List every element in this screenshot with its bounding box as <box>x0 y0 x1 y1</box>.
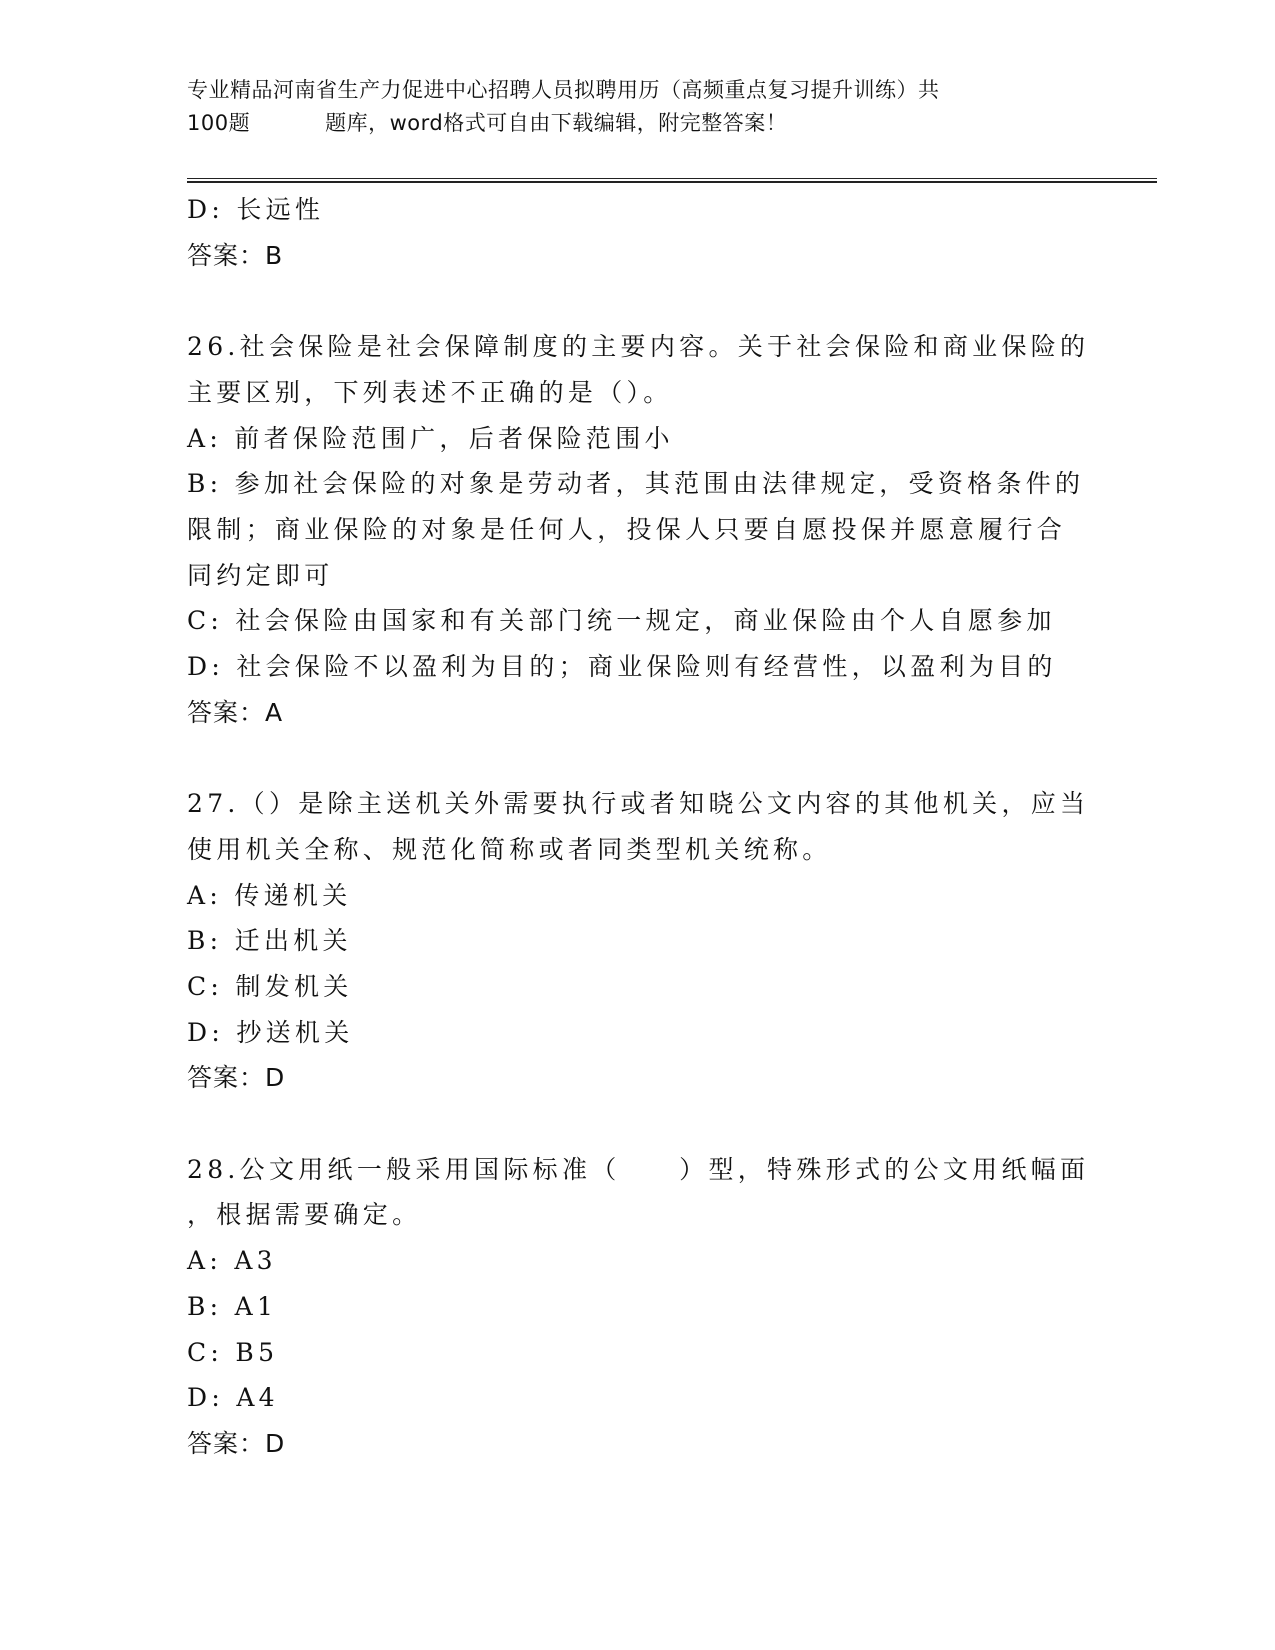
question-stem-cont: 主要区别，下列表述不正确的是（）。 <box>187 377 673 407</box>
header-divider <box>187 178 1157 183</box>
answer-line: 答案：B <box>187 240 284 270</box>
option-d: D: 抄送机关 <box>187 1017 354 1047</box>
option-b: B: 参加社会保险的对象是劳动者，其范围由法律规定，受资格条件的 <box>187 469 1085 499</box>
option-c: C: 社会保险由国家和有关部门统一规定，商业保险由个人自愿参加 <box>187 606 1056 636</box>
header-title-line1: 专业精品河南省生产力促进中心招聘人员拟聘用历（高频重点复习提升训练）共 <box>187 78 940 102</box>
option-d: D: A4 <box>187 1383 279 1413</box>
answer-line: 答案：D <box>187 1428 286 1458</box>
header-question-count: 100题 <box>187 111 251 135</box>
answer-line: 答案：D <box>187 1063 286 1093</box>
option-c: C: 制发机关 <box>187 971 353 1001</box>
option-d: D: 长远性 <box>187 195 325 224</box>
option-a: A: A3 <box>187 1246 277 1276</box>
header-format-note: 题库，word格式可自由下载编辑，附完整答案！ <box>325 111 788 135</box>
option-b-cont: 同约定即可 <box>187 560 334 590</box>
previous-question-tail <box>187 187 1087 278</box>
option-b: B: 迁出机关 <box>187 926 352 956</box>
question-stem: 26.社会保险是社会保障制度的主要内容。关于社会保险和商业保险的 <box>187 332 1090 362</box>
question-26 <box>187 324 1090 735</box>
answer-line: 答案：A <box>187 697 284 727</box>
question-gap <box>187 278 1087 324</box>
option-c: C: B5 <box>187 1337 279 1367</box>
question-27 <box>187 781 1090 1101</box>
question-28 <box>187 1147 1090 1467</box>
question-gap <box>187 1101 1087 1147</box>
question-list <box>187 187 1090 1467</box>
document-header <box>187 74 1067 140</box>
question-stem: 27.（）是除主送机关外需要执行或者知晓公文内容的其他机关，应当 <box>187 789 1090 819</box>
option-b: B: A1 <box>187 1291 278 1321</box>
question-stem: 28.公文用纸一般采用国际标准（ ）型，特殊形式的公文用纸幅面 <box>187 1154 1090 1184</box>
option-a: A: 前者保险范围广，后者保险范围小 <box>187 423 674 453</box>
header-title-line2 <box>187 107 1067 140</box>
option-a: A: 传递机关 <box>187 880 352 910</box>
question-gap <box>187 735 1087 781</box>
option-d: D: 社会保险不以盈利为目的；商业保险则有经营性，以盈利为目的 <box>187 652 1057 682</box>
option-b-cont: 限制；商业保险的对象是任何人，投保人只要自愿投保并愿意履行合 <box>187 514 1067 544</box>
question-stem-cont: ，根据需要确定。 <box>187 1200 422 1230</box>
question-stem-cont: 使用机关全称、规范化简称或者同类型机关统称。 <box>187 834 832 864</box>
